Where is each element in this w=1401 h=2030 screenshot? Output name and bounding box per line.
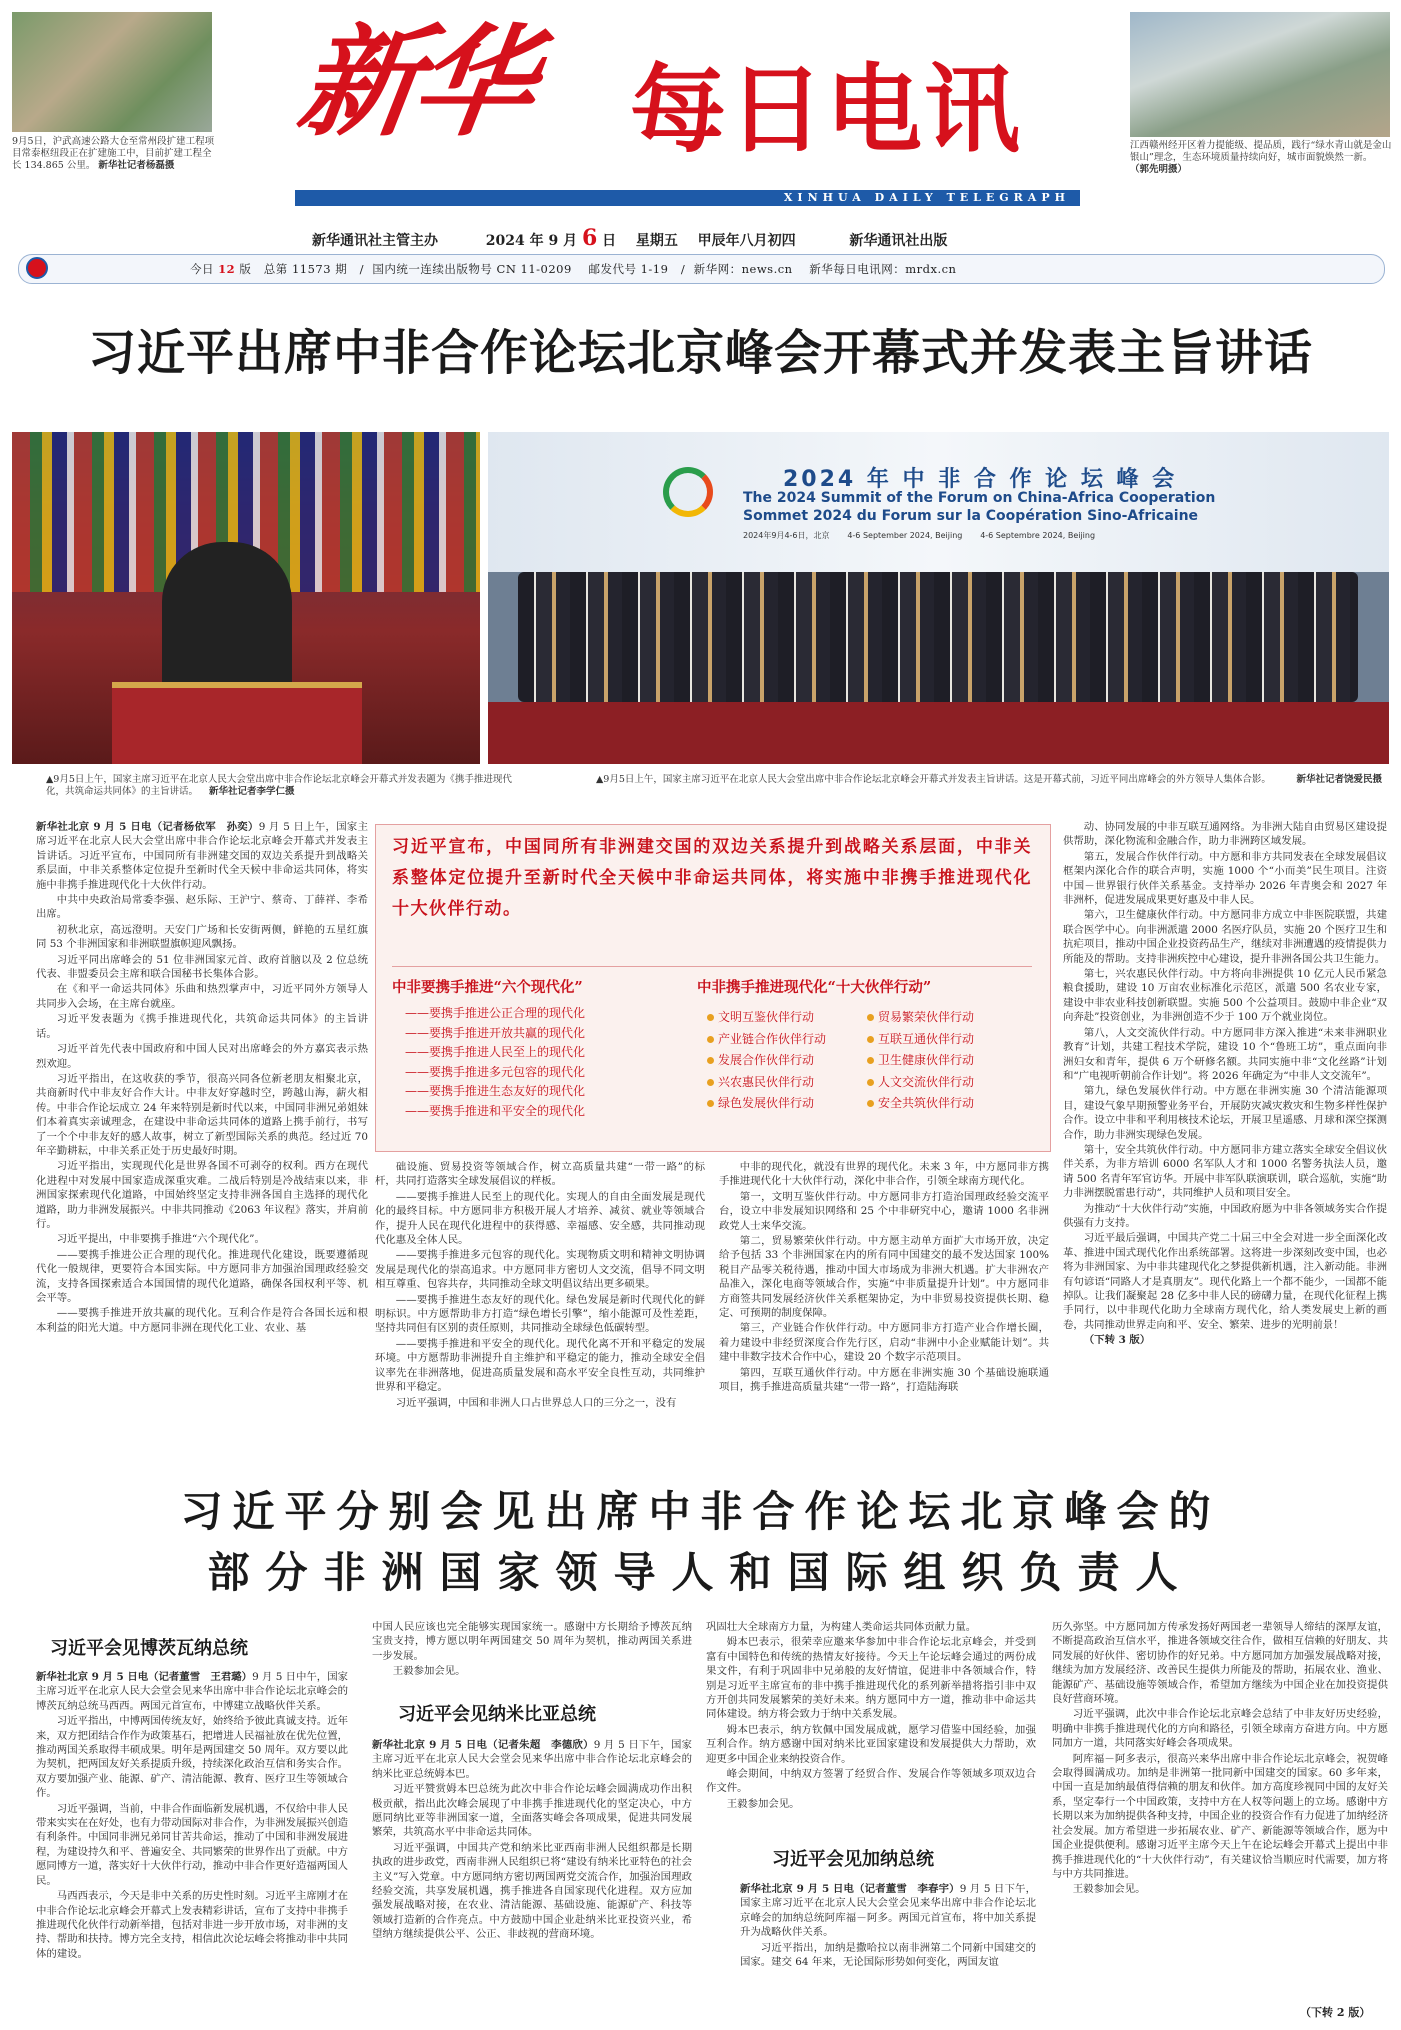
- ten-item-label: 互联互通伙伴行动: [878, 1031, 975, 1046]
- article-paragraph: [719, 1366, 1049, 1395]
- ten-item: [707, 1094, 867, 1114]
- continued-page-note: （下转 2 版）: [1300, 2006, 1371, 2019]
- article-paragraph: [719, 1234, 1049, 1320]
- article-paragraph: [36, 1159, 368, 1231]
- paragraph-text: 习近平同出席峰会的 51 位非洲国家元首、政府首脑以及 2 位总统代表、非盟委员会主席和联合国秘书长集体合影。: [36, 953, 368, 981]
- article-paragraph: [36, 923, 368, 952]
- paragraph-text: 习近平强调，中国共产党和纳米比亚西南非洲人民组织都是长期执政的进步政党，西南非洲人民组织已将“建设有纳米比亚特色的社会主义”写入党章。中方愿同纳方密切两国两党交流合作，加强治国理政经验交流，共享发展机遇，携手推进各自国家现代化进程。双方应加强发展战略对接，在农业、清洁能源、基础设施、能源矿产、科技等领域打造新的合作亮点。中方鼓励中国企业赴纳米比亚投资兴业，希望纳方继续提供公平、公正、非歧视的营商环境。: [372, 1841, 692, 1941]
- photo-credit: 新华社记者李学仁摄: [209, 786, 295, 797]
- caption-text: 9月5日，沪武高速公路大仓至常州段扩建工程项目常泰枢纽段正在扩建施工中，目前扩建工程全长 134.865 公里。: [12, 136, 215, 171]
- bullet-dot-icon: [707, 1100, 714, 1107]
- namibia-cont-para: 巩固壮大全球南方力量，为构建人类命运共同体贡献力量。: [706, 1621, 977, 1633]
- paragraph-text: 9 月 5 日中午，国家主席习近平在北京人民大会堂会见来华出席中非合作论坛北京峰会的博茨瓦纳总统马西西。两国元首宣布，中博建立战略伙伴关系。: [36, 1671, 348, 1712]
- ten-item-label: 贸易繁荣伙伴行动: [878, 1010, 975, 1024]
- top-left-photo: [12, 12, 212, 132]
- bullet-dot-icon: [707, 1079, 714, 1086]
- speaker-figure: [162, 542, 292, 692]
- top-right-photo: [1130, 12, 1390, 137]
- today-unit: 版: [239, 262, 252, 276]
- article-paragraph: [375, 1248, 705, 1291]
- namibia-title: 习近平会见纳米比亚总统: [398, 1704, 596, 1725]
- continued-note: （下转 3 版）: [1083, 1334, 1151, 1347]
- publisher: 新华通讯社出版: [849, 233, 948, 249]
- news-site-link[interactable]: 新华网：news.cn: [693, 262, 793, 276]
- article1-col4: [1063, 820, 1387, 1470]
- paragraph-text: 9 月 5 日上午，国家主席习近平在北京人民大会堂出席中非合作论坛北京峰会开幕式并发表主旨讲话。习近平宣布，中国同所有非洲建交国的双边关系提升到战略关系层面，中非关系整体定位提升至新时代全天候中非命运共同体，将实施中非携手推进现代化十大伙伴行动。: [36, 821, 368, 891]
- ten-item-label: 发展合作伙伴行动: [718, 1053, 815, 1067]
- dateline: 新华社北京 9 月 5 日电（记者董雪 李春宇）: [740, 1883, 960, 1895]
- sponsor: 新华通讯社主管主办: [312, 233, 438, 249]
- ten-item: [707, 1030, 867, 1050]
- pullquote-text: 习近平宣布，中国同所有非洲建交国的双边关系提升到战略关系层面，中非关系整体定位提升至新时代全天候中非命运共同体，将实施中非携手推进现代化十大伙伴行动。: [392, 837, 1032, 919]
- date-day: 6: [581, 225, 598, 251]
- masthead-pinyin: XINHUA DAILY TELEGRAPH: [783, 191, 1070, 204]
- ten-row: [707, 1028, 1037, 1050]
- ten-row: [707, 1006, 1037, 1028]
- article-paragraph: [1063, 1202, 1387, 1231]
- ten-item-label: 绿色发展伙伴行动: [718, 1096, 815, 1110]
- article-paragraph: [719, 1160, 1049, 1189]
- paragraph-text: 第九，绿色发展伙伴行动。中方愿在非洲实施 30 个清洁能源项目，建设气象早期预警业务平台，开展防灾减灾救灾和生物多样性保护合作。设立中非和平利用核技术论坛，开展卫星遥感、月球和深空探测合作，助力非洲实现绿色发展。: [1063, 1085, 1387, 1141]
- six-item: ——要携手推进和平安全的现代化: [405, 1103, 586, 1118]
- namibia-paragraph: 王毅参加会见。: [726, 1797, 800, 1810]
- bullet-dot-icon: [867, 1057, 874, 1064]
- article-paragraph: [375, 1160, 705, 1189]
- article-paragraph: [375, 1396, 705, 1410]
- article-paragraph: [1063, 1333, 1387, 1347]
- caption-text: 江西赣州经开区着力提能级、提品质，践行“绿水青山就是金山银山”理念，生态环境质量持续向好，城市面貌焕然一新。: [1130, 140, 1392, 163]
- paragraph-text: 习近平指出，在这收获的季节，很高兴同各位新老朋友相聚北京，共商新时代中非友好合作大计。中非友好穿越时空，跨越山海，薪火相传。中非合作论坛成立 24 年来特别是新时代以来，中国同非洲兄弟姐妹们本着真实亲诚理念，在建设中非命运共同体的道路上携手前行，书写了一个个中非友好的感人故事，树立了新型国际关系的典范。经过近 70 年辛勤耕耘，中非关系正处于历史最好时期。: [36, 1072, 368, 1157]
- ten-item-label: 文明互鉴伙伴行动: [718, 1010, 815, 1024]
- photo-caption-left: [46, 774, 516, 798]
- six-modernizations-list: [405, 1004, 665, 1121]
- paragraph-text: 第三，产业链合作伙伴行动。中方愿同非方打造产业合作增长圈，着力建设中非经贸深度合作先行区，启动“非洲中小企业赋能计划”。共建中非数字技术合作中心，建设 20 个数字示范项目。: [719, 1322, 1049, 1364]
- banner-dates: [743, 530, 1095, 541]
- ten-item-label: 卫生健康伙伴行动: [878, 1053, 975, 1067]
- bullet-dot-icon: [867, 1036, 874, 1043]
- botswana-end-para: 王毅参加会见。: [392, 1665, 466, 1678]
- today-pages: 12: [218, 262, 236, 276]
- namibia-paragraph: 峰会期间，中纳双方签署了经贸合作、发展合作等领域多项双边合作文件。: [706, 1768, 1036, 1795]
- article-paragraph: [1063, 850, 1387, 908]
- ten-item-label: 人文交流伙伴行动: [878, 1074, 975, 1089]
- info-bar-text: 今日 12 版 总第 11573 期 / 国内统一连续出版物号 CN 11-0209 邮发代号 1-19 / 新华网：news.cn 新华每日电讯网：mrdx.cn: [190, 262, 957, 276]
- masthead-band: [295, 190, 1080, 206]
- photo-credit: 新华社记者饶爱民摄: [1296, 774, 1382, 785]
- banner-date-fr: 4-6 Septembre 2024, Beijing: [980, 531, 1096, 540]
- six-item: ——要携手推进开放共赢的现代化: [405, 1025, 586, 1040]
- bullet-dot-icon: [867, 1014, 874, 1021]
- namibia-body-cont: [706, 1620, 1036, 1830]
- banner-fr: Sommet 2024 du Forum sur la Coopération Sino-Africaine: [743, 508, 1199, 524]
- masthead-title: 每日电讯: [630, 54, 1022, 166]
- ten-item: [867, 1008, 1027, 1028]
- botswana-body: [36, 1670, 348, 2020]
- paragraph-text: 9 月 5 日下午，国家主席习近平在北京人民大会堂会见来华出席中非合作论坛北京峰会的加纳总统阿库福－阿多。两国元首宣布，将中加关系提升为战略伙伴关系。: [740, 1883, 1036, 1939]
- paragraph-text: 中共中央政治局常委李强、赵乐际、王沪宁、蔡奇、丁薛祥、李希出席。: [36, 894, 368, 921]
- botswana-cont-para: 中国人民应该也完全能够实现国家统一。感谢中方长期给予博茨瓦纳宝贵支持，博方愿以明年两国建交 50 周年为契机，推动两国关系进一步发展。: [372, 1621, 692, 1662]
- paragraph-text: 础设施、贸易投资等领域合作，树立高质量共建“一带一路”的标杆，共同打造落实全球发展倡议的样板。: [375, 1161, 705, 1188]
- six-item: ——要携手推进公正合理的现代化: [405, 1006, 586, 1020]
- meeting-paragraph: [36, 1670, 348, 1713]
- paragraph-text: 第二，贸易繁荣伙伴行动。中方愿主动单方面扩大市场开放，决定给予包括 33 个非洲国家在内的所有同中国建交的最不发达国家 100% 税目产品零关税待遇，推动中国大市场成为非洲大机遇。扩大非洲农产品准入，深化电商等领域合作，实施“中非质量提升计划”。中方愿同非方商签共同发展经济伙伴关系框架协定，为中非贸易投资提供长期、稳定、可预期的制度保障。: [719, 1235, 1049, 1320]
- botswana-title: 习近平会见博茨瓦纳总统: [50, 1638, 248, 1659]
- paragraph-text: ——要携手推进生态友好的现代化。绿色发展是新时代现代化的鲜明标识。中方愿帮助非方打造“绿色增长引擎”，缩小能源可及性差距，坚持共同但有区别的责任原则，共同推动全球绿色低碳转型。: [375, 1293, 705, 1335]
- paragraph-text: 为推动“十大伙伴行动”实施，中国政府愿为中非各领域务实合作提供强有力支持。: [1063, 1202, 1387, 1229]
- paragraph-text: 动、协同发展的中非互联互通网络。为非洲大陆自由贸易区建设提供帮助，深化物流和金融合作，助力非洲跨区域发展。: [1063, 821, 1387, 848]
- article-paragraph: [1063, 967, 1387, 1025]
- caption-text: ▲9月5日上午，国家主席习近平在北京人民大会堂出席中非合作论坛北京峰会开幕式并发表主旨讲话。这是开幕式前，习近平同出席峰会的外方领导人集体合影。: [596, 774, 1271, 785]
- paragraph-text: 第六，卫生健康伙伴行动。中方愿同非方成立中非医院联盟，共建联合医学中心。向非洲派遣 2000 名医疗队员，实施 20 个医疗卫生和抗疟项目，推动中国企业投资药品生产，继续对非洲遭遇的疫情提供力所能及的帮助。支持非洲疾控中心建设，提升非洲各国公共卫生能力。: [1063, 909, 1387, 965]
- paragraph-text: 第五，发展合作伙伴行动。中方愿和非方共同发表在全球发展倡议框架内深化合作的联合声明，实施 1000 个“小而美”民生项目。注资中国－世界银行伙伴关系基金。支持举办 2026 年青奥会和 2027 年非洲杯，促进发展成果更好惠及中非人民。: [1063, 850, 1387, 907]
- paragraph-text: 初秋北京，高远澄明。天安门广场和长安街两侧，鲜艳的五星红旗同 53 个非洲国家和非洲联盟旗帜迎风飘扬。: [36, 923, 368, 951]
- paragraph-text: ——要携手推进开放共赢的现代化。互利合作是符合各国长远和根本利益的阳光大道。中方愿同非洲在现代化工业、农业、基: [36, 1307, 368, 1334]
- paragraph-text: 第一，文明互鉴伙伴行动。中方愿同非方打造治国理政经验交流平台，设立中非发展知识网络和 25 个中非研究中心，邀请 1000 名非洲政党人士来华交流。: [719, 1190, 1049, 1232]
- six-item: ——要携手推进生态友好的现代化: [405, 1084, 586, 1098]
- ten-row: [707, 1092, 1037, 1114]
- article-paragraph: [36, 893, 368, 922]
- botswana-body-cont: [372, 1620, 692, 1680]
- paragraph-text: 习近平最后强调，中国共产党二十届三中全会对进一步全面深化改革、推进中国式现代化作出系统部署。这将进一步深刻改变中国，也必将为非洲国家、为中非共建现代化之梦提供新机遇，注入新动能。非洲有句谚语“同路人才是真朋友”。现代化路上一个都不能少，一国都不能掉队。让我们凝聚起 28 亿多中非人民的磅礴力量，在现代化征程上携手同行，以中非现代化助力全球南方现代化，给人类发展史上新的画卷，共同推动世界走向和平、安全、繁荣、进步的光明前景！: [1063, 1232, 1387, 1331]
- paragraph-text: 习近平指出，中博两国传统友好，始终给予彼此真诚支持。近年来，双方把团结合作作为政策基石，把增进人民福祉放在优先位置，推动两国关系取得丰硕成果。明年是两国建交 50 周年。双方要以此为契机，把两国友好关系提质升级，持续深化政治互信和务实合作。双方要加强产业、能源、矿产、清洁能源、教育、医疗卫生等领域合作。: [36, 1715, 348, 1800]
- article-paragraph: [1063, 908, 1387, 966]
- bullet-dot-icon: [707, 1014, 714, 1021]
- article-paragraph: [36, 820, 368, 892]
- six-item: ——要携手推进人民至上的现代化: [405, 1045, 586, 1059]
- ghana-title: 习近平会见加纳总统: [772, 1849, 934, 1870]
- ten-item-label: 安全共筑伙伴行动: [878, 1096, 975, 1110]
- paragraph-text: 习近平赞赏姆本巴总统为此次中非合作论坛峰会圆满成功作出积极贡献，指出此次峰会展现了中非携手推进现代化的坚定决心，中方愿同纳比亚等非洲国家一道，全面落实峰会各项成果，促进共同发展繁荣，共筑高水平中非命运共同体。: [372, 1783, 692, 1839]
- cn-number: 国内统一连续出版物号 CN 11-0209: [372, 262, 572, 276]
- bullet-dot-icon: [867, 1079, 874, 1086]
- article-paragraph: [36, 953, 368, 982]
- ghana-body-cont: [1052, 1620, 1388, 2004]
- ten-item: [707, 1051, 867, 1071]
- ghana-paragraph: 王毅参加会见。: [1072, 1883, 1146, 1896]
- bullet-dot-icon: [867, 1100, 874, 1107]
- date-prefix: 2024 年 9 月: [485, 233, 578, 249]
- ten-row: [707, 1049, 1037, 1071]
- banner-en: The 2024 Summit of the Forum on China-Africa Cooperation: [743, 490, 1216, 506]
- paragraph-text: ——要携手推进多元包容的现代化。实现物质文明和精神文明协调发展是现代化的崇高追求。中方愿同非方密切人文交流，倡导不同文明相互尊重、包容共存，共同推动全球文明倡议结出更多硕果。: [375, 1249, 705, 1291]
- article-paragraph: [1063, 1026, 1387, 1084]
- ten-item: [867, 1094, 1027, 1114]
- bullet-dot-icon: [707, 1057, 714, 1064]
- article-paragraph: [375, 1337, 705, 1395]
- meeting-paragraph: [36, 1802, 348, 1888]
- six-modernizations-title: 中非要携手推进“六个现代化”: [392, 979, 583, 996]
- top-left-caption: [12, 136, 217, 172]
- ghana-paragraph: 习近平强调，此次中非合作论坛北京峰会总结了中非友好历史经验，明确中非携手推进现代化的方向和路径，引领全球南方奋进方向。中方愿同加方一道，共同落实好峰会各项成果。: [1052, 1708, 1388, 1750]
- banner-date-cn: 2024年9月4-6日，北京: [743, 531, 830, 540]
- banner-date-en: 4-6 September 2024, Beijing: [847, 531, 963, 540]
- article-paragraph: [375, 1190, 705, 1248]
- bullet-dot-icon: [707, 1036, 714, 1043]
- focac-logo-icon: [663, 467, 713, 517]
- article-paragraph: [36, 1042, 368, 1071]
- ten-item: [707, 1073, 867, 1093]
- xinhua-emblem-icon: [26, 257, 48, 279]
- ten-actions-list: [707, 1006, 1037, 1114]
- paragraph-text: 习近平首先代表中国政府和中国人民对出席峰会的外方嘉宾表示热烈欢迎。: [36, 1043, 368, 1070]
- paragraph-text: 习近平强调，当前，中非合作面临新发展机遇，不仅给中非人民带来实实在在好处，也有力带动国际对非合作，为非洲发展振兴创造有利条件。中国同非洲兄弟同甘苦共命运，推动了中国和非洲发展进程，为建设持久和平、普遍安全、共同繁荣的世界作出了贡献。中方愿同博方一道，落实好十大伙伴行动，推动中非合作更好造福两国人民。: [36, 1802, 348, 1887]
- namibia-paragraph: 姆本巴表示，纳方钦佩中国发展成就，愿学习借鉴中国经验，加强互利合作。纳方感谢中国对纳米比亚国家建设和发展提供大力帮助，欢迎更多中国企业来纳投资合作。: [706, 1723, 1036, 1765]
- paragraph-text: 中非的现代化，就没有世界的现代化。未来 3 年，中方愿同非方携手推进现代化十大伙伴行动，深化中非合作，引领全球南方现代化。: [719, 1161, 1049, 1188]
- ten-actions-title: 中非携手推进现代化“十大伙伴行动”: [697, 979, 932, 996]
- podium: [112, 682, 362, 764]
- dateline: 新华社北京 9 月 5 日电（记者杨依军 孙奕）: [36, 821, 259, 833]
- photo-credit: （郭先明摄）: [1130, 164, 1188, 175]
- paragraph-text: 习近平指出，加纳是撒哈拉以南非洲第二个同新中国建交的国家。建交 64 年来，无论国际形势如何变化，两国友谊: [740, 1941, 1036, 1969]
- photo-caption-right: [596, 774, 1382, 786]
- ten-item: [867, 1051, 1027, 1071]
- mrdx-site-link[interactable]: 新华每日电讯网：mrdx.cn: [809, 262, 957, 276]
- ghana-body: [740, 1882, 1036, 2022]
- lunar-date: 甲辰年八月初四: [697, 233, 796, 249]
- ghana-paragraph: 历久弥坚。中方愿同加方传承发扬好两国老一辈领导人缔结的深厚友谊，不断提高政治互信水平，推进各领域交往合作，做相互信赖的好朋友、共同发展的好伙伴、密切协作的好兄弟。中方愿同加方加强发展战略对接，继续为加方发展经济、改善民生提供力所能及的帮助，拓展农业、渔业、能源矿产、基础设施等领域合作，希望加方继续为中国企业在加投资提供良好营商环境。: [1052, 1621, 1388, 1706]
- dateline: 新华社北京 9 月 5 日电（记者朱超 李德欣）: [372, 1739, 594, 1751]
- paragraph-text: 习近平提出，中非要携手推进“六个现代化”。: [56, 1233, 265, 1246]
- paragraph-text: 第十，安全共筑伙伴行动。中方愿同非方建立落实全球安全倡议伙伴关系，为非方培训 6000 名军队人才和 1000 名警务执法人员，邀请 500 名青年军官访华。开展中非军队联演联训，联合巡航，实施“助力非洲摆脱雷患行动”，共同维护人员和项目安全。: [1063, 1143, 1387, 1200]
- meeting-paragraph: [372, 1841, 692, 1942]
- meeting-paragraph: [372, 1738, 692, 1781]
- ten-item: [867, 1073, 1027, 1093]
- article-paragraph: [719, 1321, 1049, 1364]
- article-paragraph: [375, 1293, 705, 1336]
- headline-secondary-line2: 部分非洲国家领导人和国际组织负责人: [207, 1548, 1194, 1597]
- ten-item-label: 产业链合作伙伴行动: [718, 1031, 827, 1046]
- six-item: ——要携手推进多元包容的现代化: [405, 1064, 586, 1079]
- article-paragraph: [1063, 1143, 1387, 1201]
- headline-main: 习近平出席中非合作论坛北京峰会开幕式并发表主旨讲话: [87, 325, 1313, 381]
- ten-item: [707, 1008, 867, 1028]
- today-label: 今日: [190, 262, 214, 276]
- paragraph-text: ——要携手推进公正合理的现代化。推进现代化建设，既要遵循现代化一般规律，更要符合本国实际。中方愿同非方加强治国理政经验交流，支持各国探索适合本国国情的现代化道路，确保各国权利平等、机会平等。: [36, 1248, 368, 1304]
- article-paragraph: [36, 1306, 368, 1335]
- article-paragraph: [36, 982, 368, 1011]
- masthead-meta-row: [312, 225, 1092, 251]
- paragraph-text: ——要携手推进人民至上的现代化。实现人的自由全面发展是现代化的最终目标。中方愿同非方积极开展人才培养、减贫、就业等领域合作，提升人民在现代化进程中的获得感、幸福感、安全感，共同推动现代化惠及全体人民。: [375, 1190, 705, 1247]
- photo-speech: [12, 432, 480, 764]
- paragraph-text: 习近平发表题为《携手推进现代化，共筑命运共同体》的主旨讲话。: [36, 1013, 368, 1040]
- ten-item-label: 兴农惠民伙伴行动: [718, 1074, 815, 1089]
- article1-col2: [375, 1160, 705, 1470]
- meeting-paragraph: [36, 1714, 348, 1800]
- paragraph-text: 第四，互联互通伙伴行动。中方愿在非洲实施 30 个基础设施联通项目，携手推进高质量共建“一带一路”，打造陆海联: [719, 1366, 1049, 1394]
- paragraph-text: 第八，人文交流伙伴行动。中方愿同非方深入推进“未来非洲职业教育”计划，共建工程技术学院，建设 10 个“鲁班工坊”，重点面向非洲妇女和青年，提供 6 万个研修名额。共同实施中非“文化丝路”计划和“广电视听朝前合作计划”。将 2026 年确定为“中非人文交流年”。: [1063, 1026, 1387, 1082]
- group-people: [518, 572, 1358, 702]
- photo-credit: 新华社记者杨磊摄: [98, 160, 175, 171]
- postal-code: 邮发代号 1-19: [588, 262, 669, 276]
- meeting-paragraph: [36, 1889, 348, 1961]
- article-paragraph: [1063, 1084, 1387, 1142]
- article1-col3: [719, 1160, 1049, 1470]
- article-paragraph: [36, 1248, 368, 1306]
- red-carpet: [488, 702, 1389, 764]
- ten-item: [867, 1030, 1027, 1050]
- date-suffix: 日: [602, 233, 617, 249]
- paragraph-text: 习近平强调，中国和非洲人口占世界总人口的三分之一，没有: [395, 1396, 677, 1409]
- pullquote-divider: [392, 966, 1032, 967]
- namibia-paragraph: 姆本巴表示，很荣幸应邀来华参加中非合作论坛北京峰会，并受到富有中国特色和传统的热情友好接待。今天上午论坛峰会通过的两份成果文件，有利于巩固非中兄弟般的友好情谊，促进非中各领域合作，特别是习近平主席宣布的非中携手推进现代化的系列新举措将指引非中双方开创共同发展繁荣的美好未来。纳方愿同中方一道，推动非中命运共同体建设。纳方将会致力于纳中关系发展。: [706, 1636, 1036, 1721]
- paragraph-text: 马西西表示，今天是非中关系的历史性时刻。习近平主席刚才在中非合作论坛北京峰会开幕式上发表精彩讲话，宣布了支持中非携手推进现代化伙伴行动新举措，包括对非进一步开放市场，对非洲的支持、帮助和扶持。博方完全支持，相信此次论坛峰会将推动非中共同体的建设。: [36, 1890, 348, 1960]
- article-paragraph: [36, 1072, 368, 1158]
- dateline: 新华社北京 9 月 5 日电（记者董雪 王君璐）: [36, 1671, 253, 1683]
- paragraph-text: 第七，兴农惠民伙伴行动。中方将向非洲提供 10 亿元人民币紧急粮食援助，建设 10 万亩农业标准化示范区，派遣 500 名农业专家，建设中非农业科技创新联盟。实施 500 个公益项目。鼓励中非企业“双向奔赴”投资创业，为非洲创造不少于 100 万个就业岗位。: [1063, 968, 1387, 1024]
- paragraph-text: 9 月 5 日下午，国家主席习近平在北京人民大会堂会见来华出席中非合作论坛北京峰会的纳米比亚总统姆本巴。: [372, 1739, 692, 1780]
- ten-row: [707, 1071, 1037, 1093]
- namibia-body: [372, 1738, 692, 2020]
- article-paragraph: [36, 1012, 368, 1041]
- paragraph-text: ——要携手推进和平安全的现代化。现代化离不开和平稳定的发展环境。中方愿帮助非洲提升自主维护和平稳定的能力，推动全球安全倡议率先在非洲落地，促进高质量发展和高水平安全良性互动，共同维护世界和平稳定。: [375, 1337, 705, 1394]
- article-paragraph: [1063, 820, 1387, 849]
- article-paragraph: [36, 1232, 368, 1246]
- paragraph-text: 习近平指出，实现现代化是世界各国不可剥夺的权利。西方在现代化进程中对发展中国家造成深重灾难。二战后特别是冷战结束以来，非洲国家探索现代化道路，中国始终坚定支持非洲各国自主选择的现代化道路，助力非洲发展振兴。中非共同推动《2063 年议程》落实，并肩前行。: [36, 1160, 368, 1230]
- article-paragraph: [719, 1190, 1049, 1233]
- banner-cn: 2024 年 中 非 合 作 论 坛 峰 会: [783, 467, 1178, 492]
- article-paragraph: [1063, 1231, 1387, 1332]
- photo-group: [488, 432, 1389, 764]
- paragraph-text: 在《和平一命运共同体》乐曲和热烈掌声中，习近平同外方领导人共同步入会场，在主席台就座。: [36, 983, 368, 1010]
- masthead-logo: 新华: [290, 12, 538, 153]
- meeting-paragraph: [740, 1882, 1036, 1940]
- ghana-paragraph: 阿库福－阿多表示，很高兴来华出席中非合作论坛北京峰会，祝贺峰会取得圆满成功。加纳是非洲第一批同新中国建交的国家。60 多年来，中国一直是加纳最值得信赖的朋友和伙伴。加方高度珍视同中国的友好关系，坚定奉行一个中国政策，支持中方在人权等问题上的立场。感谢中方长期以来为加纳提供各种支持，中国企业的投资合作有力促进了加纳经济社会发展。加方希望进一步拓展农业、矿产、新能源等领域合作，愿为中国企业提供便利。感谢习近平主席今天上午在论坛峰会开幕式上提出中非携手推进现代化的“十大伙伴行动”，有关建议恰当顺应时代需要，加方将与中方共同推进。: [1052, 1752, 1388, 1880]
- headline-secondary-line1: 习近平分别会见出席中非合作论坛北京峰会的: [180, 1487, 1221, 1536]
- issue-number: 总第 11573 期: [263, 262, 348, 276]
- top-right-caption: [1130, 140, 1392, 176]
- weekday: 星期五: [635, 233, 678, 249]
- caption-text: ▲9月5日上午，国家主席习近平在北京人民大会堂出席中非合作论坛北京峰会开幕式并发表题为《携手推进现代化，共筑命运共同体》的主旨讲话。: [46, 774, 512, 797]
- meeting-paragraph: [740, 1941, 1036, 1970]
- article1-col1: [36, 820, 368, 1470]
- meeting-paragraph: [372, 1782, 692, 1840]
